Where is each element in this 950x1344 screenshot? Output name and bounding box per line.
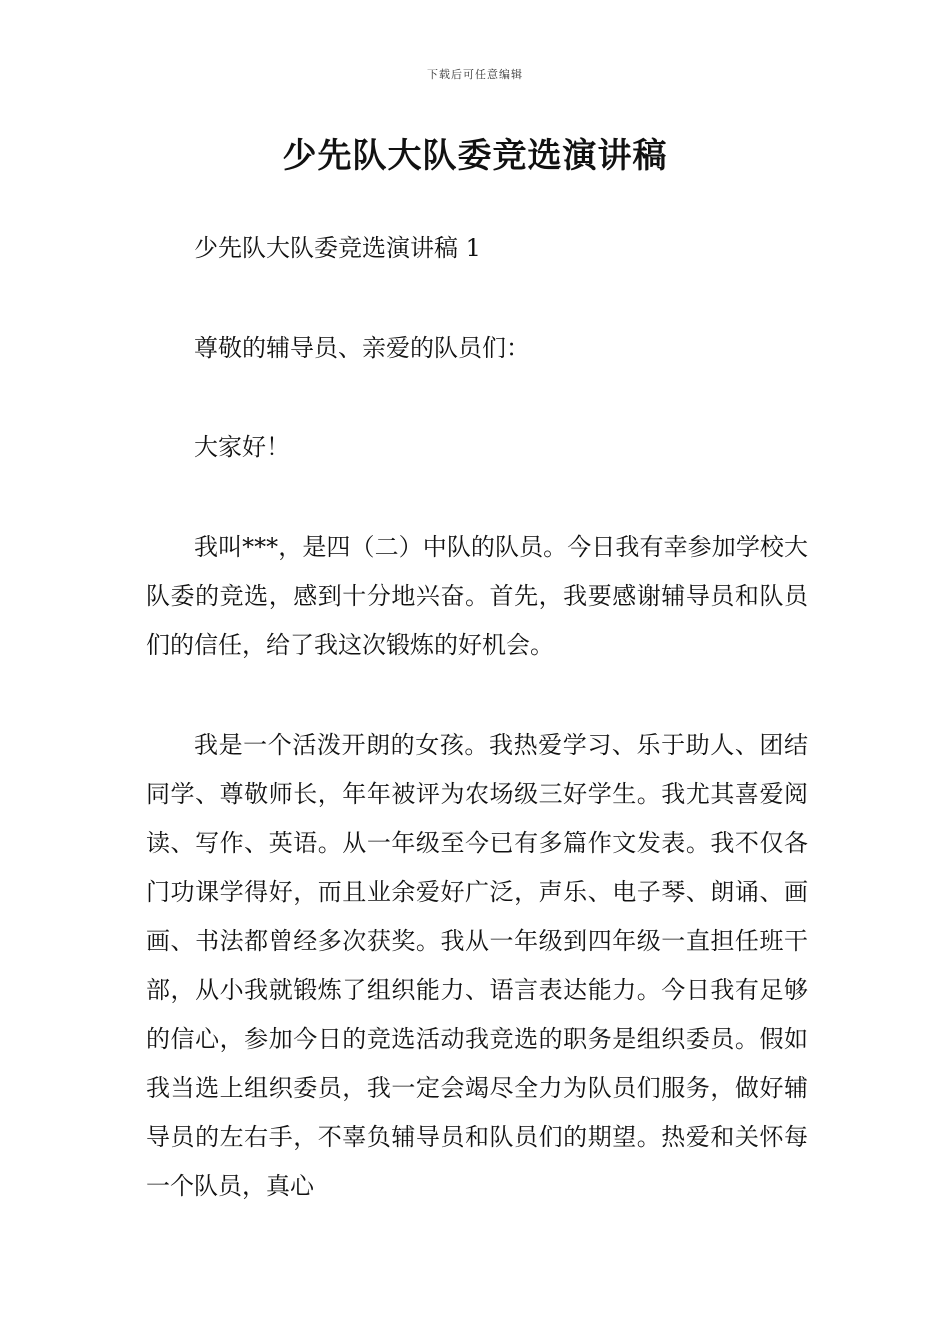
intro-paragraph: 我叫***，是四（二）中队的队员。今日我有幸参加学校大队委的竞选，感到十分地兴奋。首先，我要感谢辅导员和队员们的信任，给了我这次锻炼的好机会。 <box>146 533 808 659</box>
body-paragraph: 我是一个活泼开朗的女孩。我热爱学习、乐于助人、团结同学、尊敬师长，年年被评为农场级三好学生。我尤其喜爱阅读、写作、英语。从一年级至今已有多篇作文发表。我不仅各门功课学得好，而且业余爱好广泛，声乐、电子琴、朗诵、画画、书法都曾经多次获奖。我从一年级到四年级一直担任班干部，从小我就锻炼了组织能力、语言表达能力。今日我有足够的信心，参加今日的竞选活动我竞选的职务是组织委员。假如我当选上组织委员，我一定会竭尽全力为队员们服务，做好辅导员的左右手，不辜负辅导员和队员们的期望。热爱和关怀每一个队员，真心 <box>146 731 808 1200</box>
section-subtitle: 少先队大队委竞选演讲稿 1 <box>194 234 481 262</box>
document-title: 少先队大队委竞选演讲稿 <box>282 136 668 176</box>
greeting-paragraph: 尊敬的辅导员、亲爱的队员们： <box>194 334 530 362</box>
header-note: 下载后可任意编辑 <box>427 68 523 81</box>
hello-paragraph: 大家好！ <box>194 433 290 461</box>
